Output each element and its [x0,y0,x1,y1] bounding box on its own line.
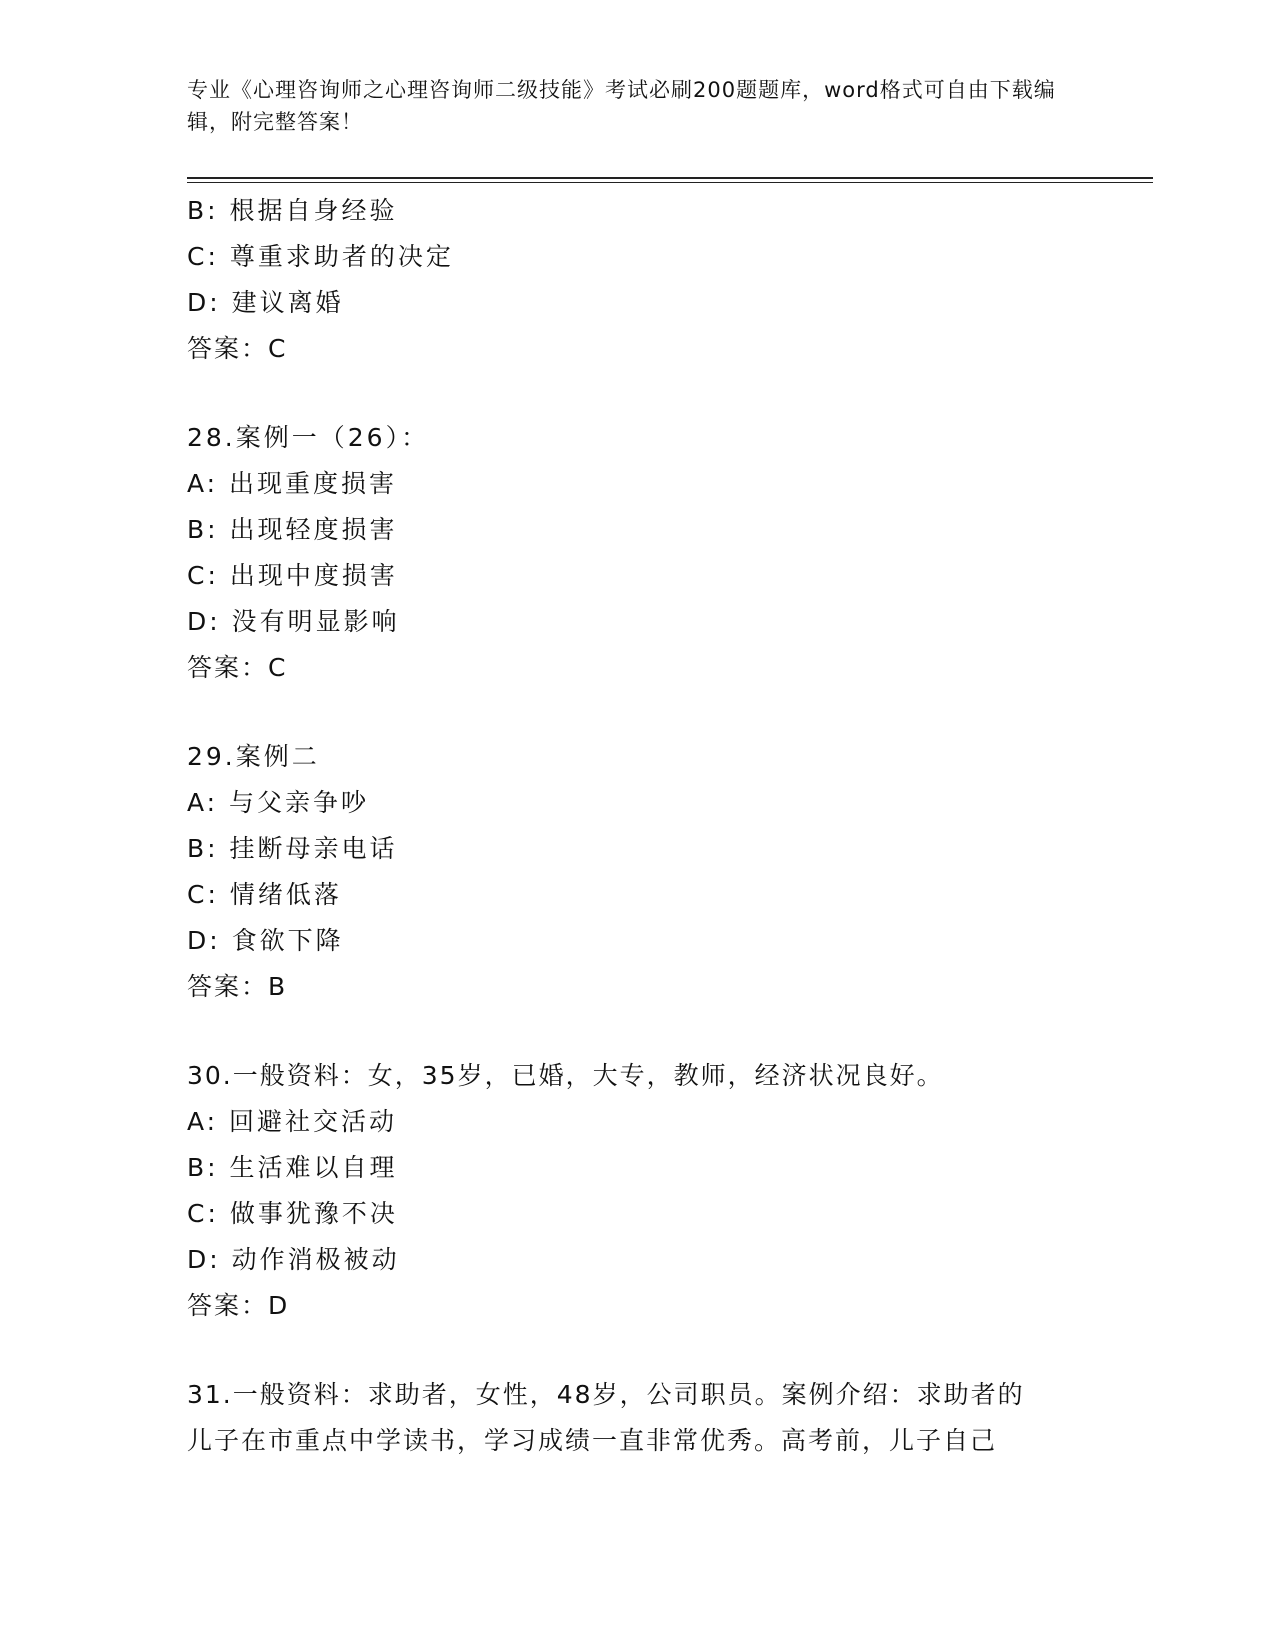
option-c: C: 尊重求助者的决定 [187,242,454,271]
option-d: D: 建议离婚 [187,288,344,317]
question-29 [187,734,1087,1010]
answer: 答案：B [187,972,288,1001]
question-stem-line-2: 儿子在市重点中学读书，学习成绩一直非常优秀。高考前，儿子自己 [187,1426,998,1455]
option-c: C: 出现中度损害 [187,561,398,590]
option-a: A: 出现重度损害 [187,469,398,498]
header-divider-thin [187,182,1153,183]
option-b: B: 挂断母亲电话 [187,834,398,863]
question-stem-line-1: 31.一般资料：求助者，女性，48岁，公司职员。案例介绍：求助者的 [187,1380,1025,1409]
option-a: A: 与父亲争吵 [187,788,370,817]
option-c: C: 做事犹豫不决 [187,1199,398,1228]
question-stem: 28.案例一（26）： [187,423,430,452]
question-28 [187,415,1087,691]
question-31 [187,1372,1087,1464]
option-b: B: 出现轻度损害 [187,515,398,544]
option-d: D: 食欲下降 [187,926,344,955]
question-30 [187,1053,1087,1329]
option-d: D: 没有明显影响 [187,607,400,636]
answer: 答案：C [187,334,288,363]
question-stem: 29.案例二 [187,742,320,771]
answer: 答案：D [187,1291,290,1320]
option-c: C: 情绪低落 [187,880,342,909]
option-b: B: 生活难以自理 [187,1153,398,1182]
option-a: A: 回避社交活动 [187,1107,398,1136]
header-divider-thick [187,177,1153,179]
question-stem: 30.一般资料：女，35岁，已婚，大专，教师，经济状况良好。 [187,1061,944,1090]
question-27-continued [187,188,1087,372]
option-d: D: 动作消极被动 [187,1245,400,1274]
document-header: 专业《心理咨询师之心理咨询师二级技能》考试必刷200题题库，word格式可自由下载编辑，附完整答案！ [187,78,1056,134]
question-list [187,188,1087,1464]
answer: 答案：C [187,653,288,682]
option-b: B: 根据自身经验 [187,196,398,225]
